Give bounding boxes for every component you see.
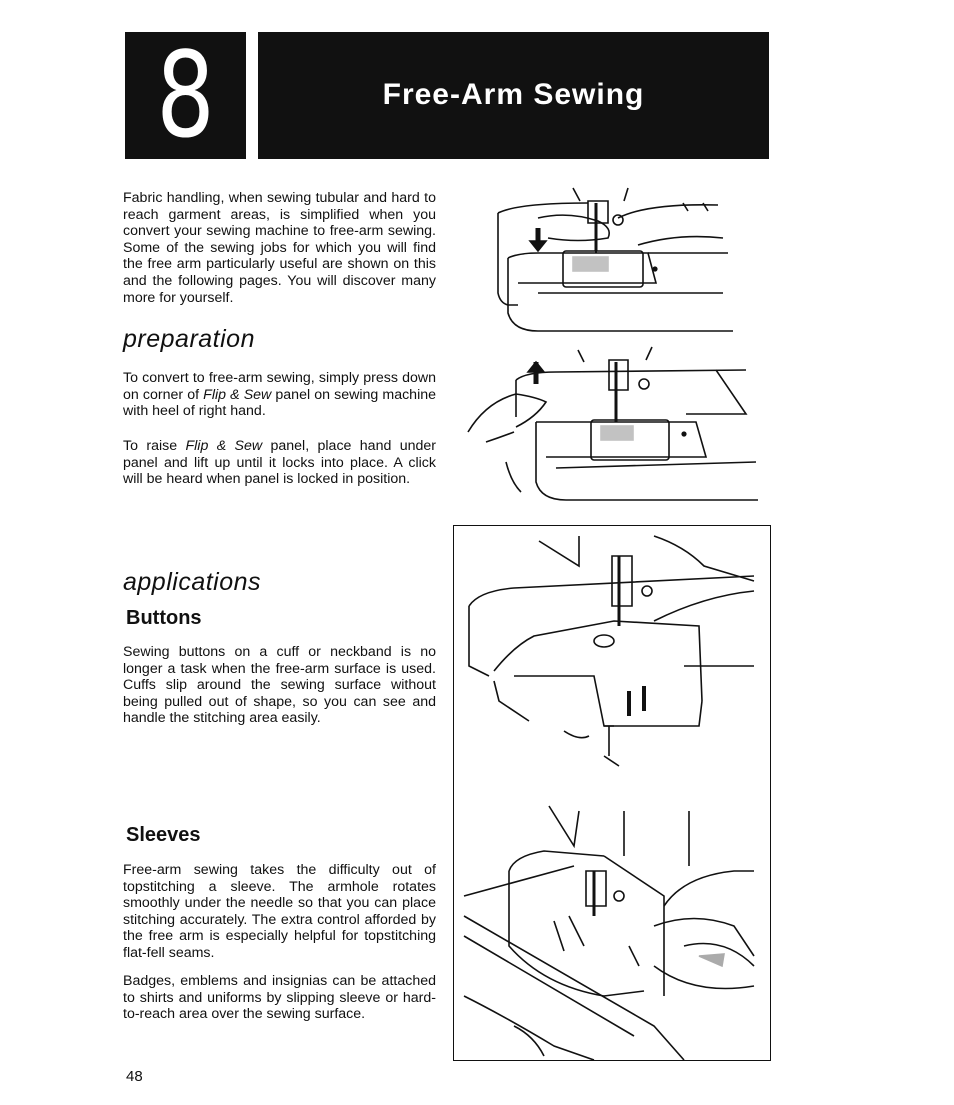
preparation-paragraph-1: To convert to free-arm sewing, simply press down on corner of Flip & Sew panel on sewing machine with heel of right hand.: [123, 370, 436, 420]
applications-heading: applications: [123, 568, 262, 596]
preparation-paragraph-2: To raise Flip & Sew panel, place hand under panel and lift up until it locks into place. A click will be heard when panel is locked in position.: [123, 438, 436, 488]
flip-and-sew-term: Flip & Sew: [185, 438, 263, 454]
preparation-heading: preparation: [123, 325, 255, 353]
free-arm-applications-illustration: [453, 525, 771, 1061]
page-number: 48: [126, 1068, 143, 1085]
chapter-number-box: [125, 26, 246, 164]
press-down-panel-illustration: [478, 183, 763, 333]
sleeves-paragraph-2: Badges, emblems and insignias can be attached to shirts and uniforms by slipping sleeve or hard-to-reach area over the sewing surface.: [123, 973, 436, 1023]
sleeves-paragraph-1: Free-arm sewing takes the difficulty out of topstitching a sleeve. The armhole rotates smoothly under the needle so that you can place stitching accurately. The extra control afforded by the free arm is especially helpful for topstitching flat-fell seams.: [123, 862, 436, 961]
intro-paragraph: Fabric handling, when sewing tubular and hard to reach garment areas, is simplified when you convert your sewing machine to free-arm sewing. Some of the sewing jobs for which you will find the free arm particularly useful are shown on this and the following pages. You will discover many more for yourself.: [123, 190, 436, 306]
raise-panel-illustration: [466, 342, 761, 507]
chapter-number: 8: [156, 26, 215, 164]
title-bar: [258, 32, 769, 159]
flip-and-sew-term: Flip & Sew: [203, 386, 272, 403]
sleeves-heading: Sleeves: [126, 824, 201, 846]
buttons-paragraph: Sewing buttons on a cuff or neckband is no longer a task when the free-arm surface is used. Cuffs slip around the sewing surface without being pulled out of shape, so you can see and handle the stitching area easily.: [123, 644, 436, 727]
buttons-heading: Buttons: [126, 607, 202, 629]
page-title: Free-Arm Sewing: [382, 78, 645, 111]
